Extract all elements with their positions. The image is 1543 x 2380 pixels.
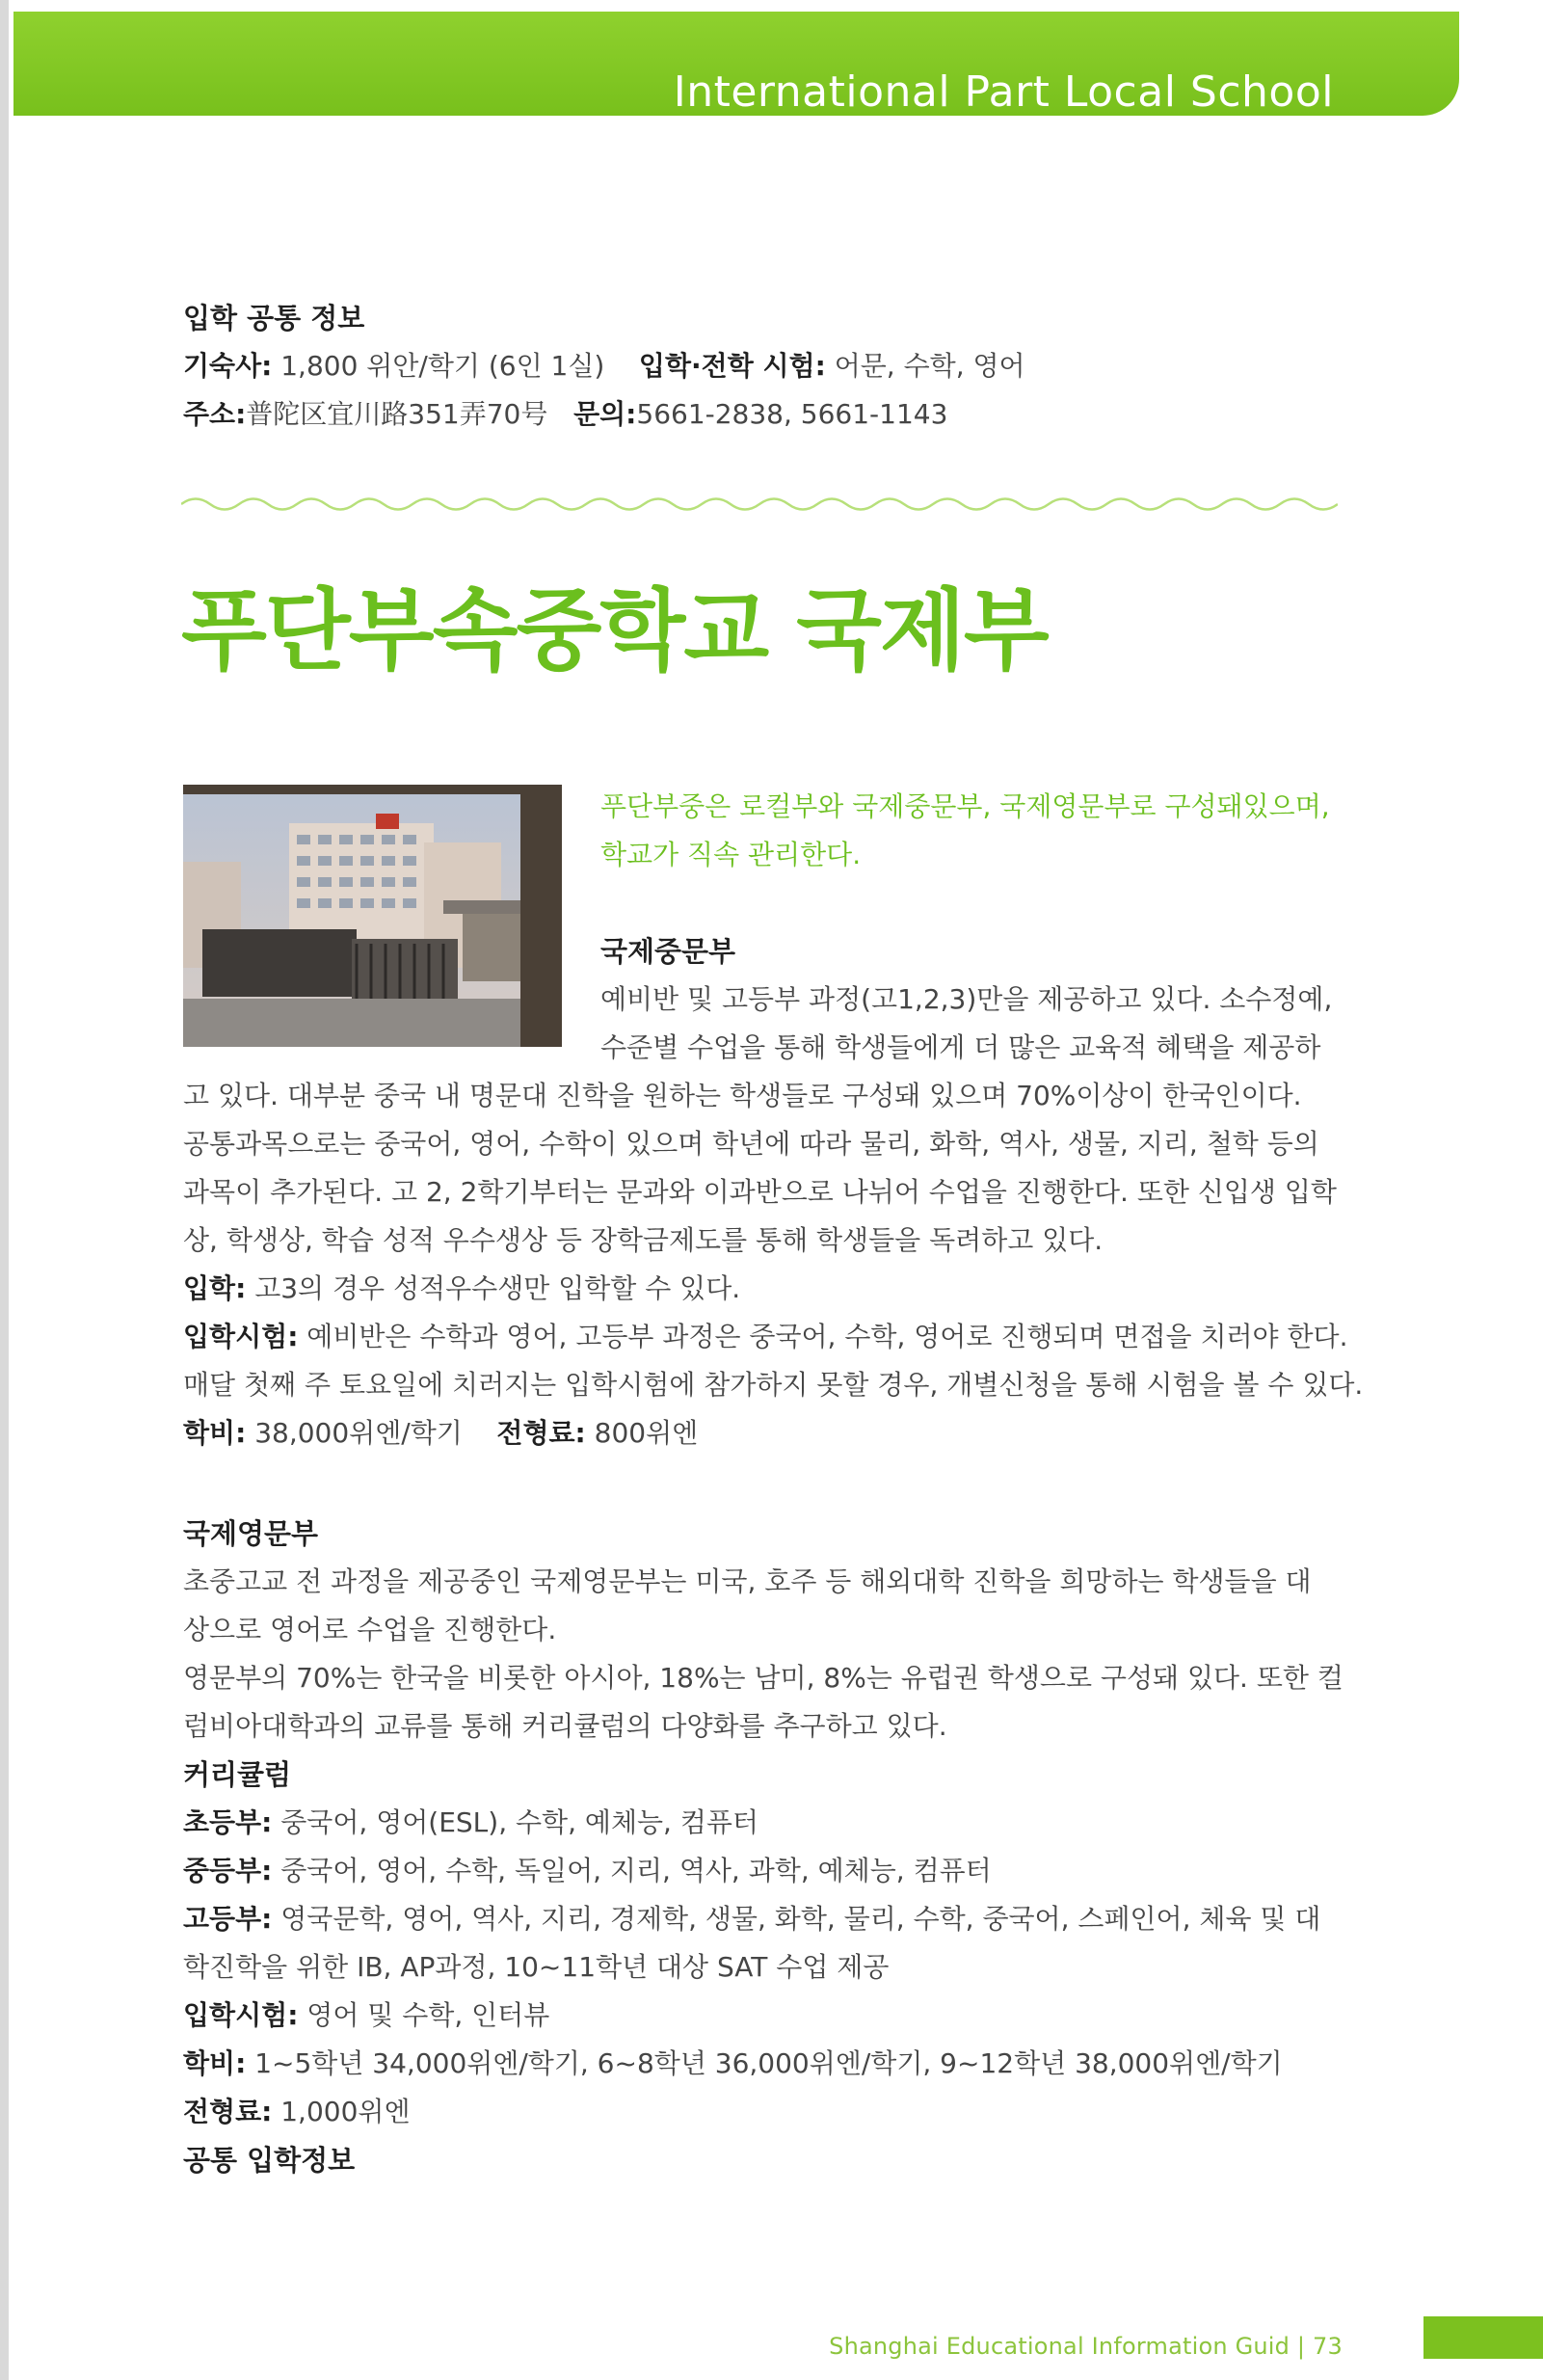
chinese-dept-top [600, 927, 1352, 1072]
page-edge [0, 0, 9, 2380]
chinese-line-r1: 수준별 수업을 통해 학생들에게 더 많은 교육적 혜택을 제공하 [600, 1031, 1321, 1063]
chinese-admission [183, 1265, 1349, 1313]
english-fee-label: 전형료: [183, 2096, 273, 2127]
school-photo [183, 785, 562, 1047]
chinese-dept-heading: 국제중문부 [600, 935, 736, 968]
english-line-1: 상으로 영어로 수업을 진행한다. [183, 1614, 557, 1645]
chinese-tuition-label: 학비: [183, 1417, 247, 1449]
english-exam-value: 영어 및 수학, 인터뷰 [298, 1999, 550, 2031]
high-value2: 학진학을 위한 IB, AP과정, 10~11학년 대상 SAT 수업 제공 [183, 1951, 890, 1983]
english-line-3: 럼비아대학과의 교류를 통해 커리큘럼의 다양화를 추구하고 있다. [183, 1710, 947, 1742]
chinese-tuition [183, 1409, 1349, 1457]
curriculum-heading: 커리큘럼 [183, 1758, 292, 1791]
header-band [13, 12, 1459, 116]
middle-value: 중국어, 영어, 수학, 독일어, 지리, 역사, 과학, 예체능, 컴퓨터 [272, 1855, 992, 1886]
english-line-2: 영문부의 70%는 한국을 비롯한 아시아, 18%는 남미, 8%는 유럽권 학생으로 구성돼 있다. 또한 컬 [183, 1662, 1343, 1694]
header-title: International Part Local School [673, 67, 1334, 117]
chinese-line-f2: 과목이 추가된다. 고 2, 2학기부터는 문과와 이과반으로 나뉘어 수업을 진행한다. 또한 신입생 입학 [183, 1176, 1337, 1208]
chinese-line-f1: 공통과목으로는 중국어, 영어, 수학이 있으며 학년에 따라 물리, 화학, 역사, 생물, 지리, 철학 등의 [183, 1128, 1319, 1160]
high-value1: 영국문학, 영어, 역사, 지리, 경제학, 생물, 화학, 물리, 수학, 중국어, 스페인어, 체육 및 대 [272, 1903, 1321, 1935]
chinese-fee-label: 전형료: [496, 1417, 586, 1449]
exam-value: 어문, 수학, 영어 [825, 350, 1025, 382]
chinese-exam-line1: 예비반은 수학과 영어, 고등부 과정은 중국어, 수학, 영어로 진행되며 면접을 치러야 한다. [298, 1321, 1348, 1352]
chinese-admission-value: 고3의 경우 성적우수생만 입학할 수 있다. [246, 1272, 741, 1304]
addr-contact-line [183, 390, 1341, 439]
high-line [183, 1895, 1349, 1943]
addr-value: 普陀区宜川路351弄70号 [246, 398, 548, 430]
english-tuition-line [183, 2040, 1349, 2088]
english-exam-label: 입학시험: [183, 1999, 299, 2031]
common-admission-heading: 공통 입학정보 [183, 2144, 356, 2177]
chinese-line-f3: 상, 학생상, 학습 성적 우수생상 등 장학금제도를 통해 학생들을 독려하고 있다. [183, 1224, 1104, 1256]
addr-label: 주소: [183, 398, 247, 430]
school-title: 푸단부속중학교 국제부 [181, 579, 1048, 682]
english-tuition-label: 학비: [183, 2047, 247, 2079]
dorm-label: 기숙사: [183, 350, 273, 382]
exam-label: 입학·전학 시험: [638, 350, 826, 382]
footer-text: Shanghai Educational Information Guid | 73 [829, 2333, 1343, 2360]
footer-bar [1423, 2316, 1543, 2359]
english-dept [183, 1510, 1349, 2184]
common-info [183, 294, 1341, 439]
chinese-tuition-value: 38,000위엔/학기 [246, 1417, 463, 1449]
chinese-exam-line2: 매달 첫째 주 토요일에 치러지는 입학시험에 참가하지 못할 경우, 개별신청을 통해 시험을 볼 수 있다. [183, 1369, 1364, 1401]
elem-value: 중국어, 영어(ESL), 수학, 예체능, 컴퓨터 [272, 1806, 758, 1838]
chinese-exam [183, 1313, 1349, 1361]
english-fee-line [183, 2088, 1349, 2136]
wavy-divider [181, 492, 1338, 517]
elem-line [183, 1799, 1349, 1847]
english-tuition-value: 1~5학년 34,000위엔/학기, 6~8학년 36,000위엔/학기, 9~12학년 38,000위엔/학기 [246, 2047, 1283, 2079]
chinese-line-f0: 고 있다. 대부분 중국 내 명문대 진학을 원하는 학생들로 구성돼 있으며 70%이상이 한국인이다. [183, 1080, 1302, 1111]
english-dept-heading: 국제영문부 [183, 1517, 319, 1550]
common-info-heading: 입학 공통 정보 [183, 302, 365, 334]
intro-text: 푸단부중은 로컬부와 국제중문부, 국제영문부로 구성돼있으며, 학교가 직속 관리한다. [600, 790, 1330, 870]
contact-value: 5661-2838, 5661-1143 [636, 398, 948, 430]
english-line-0: 초중고교 전 과정을 제공중인 국제영문부는 미국, 호주 등 해외대학 진학을 희망하는 학생들을 대 [183, 1565, 1312, 1597]
chinese-fee-value: 800위엔 [585, 1417, 699, 1449]
contact-label: 문의: [573, 398, 637, 430]
english-exam-line [183, 1992, 1349, 2040]
chinese-exam-label: 입학시험: [183, 1321, 299, 1352]
dorm-value: 1,800 위안/학기 (6인 1실) [272, 350, 605, 382]
middle-line [183, 1847, 1349, 1895]
chinese-line-r0: 예비반 및 고등부 과정(고1,2,3)만을 제공하고 있다. 소수정예, [600, 983, 1333, 1015]
chinese-admission-label: 입학: [183, 1272, 247, 1304]
dorm-exam-line [183, 342, 1341, 390]
elem-label: 초등부: [183, 1806, 273, 1838]
high-label: 고등부: [183, 1903, 273, 1935]
middle-label: 중등부: [183, 1855, 273, 1886]
english-fee-value: 1,000위엔 [272, 2096, 411, 2127]
chinese-dept-body [183, 1072, 1364, 1457]
